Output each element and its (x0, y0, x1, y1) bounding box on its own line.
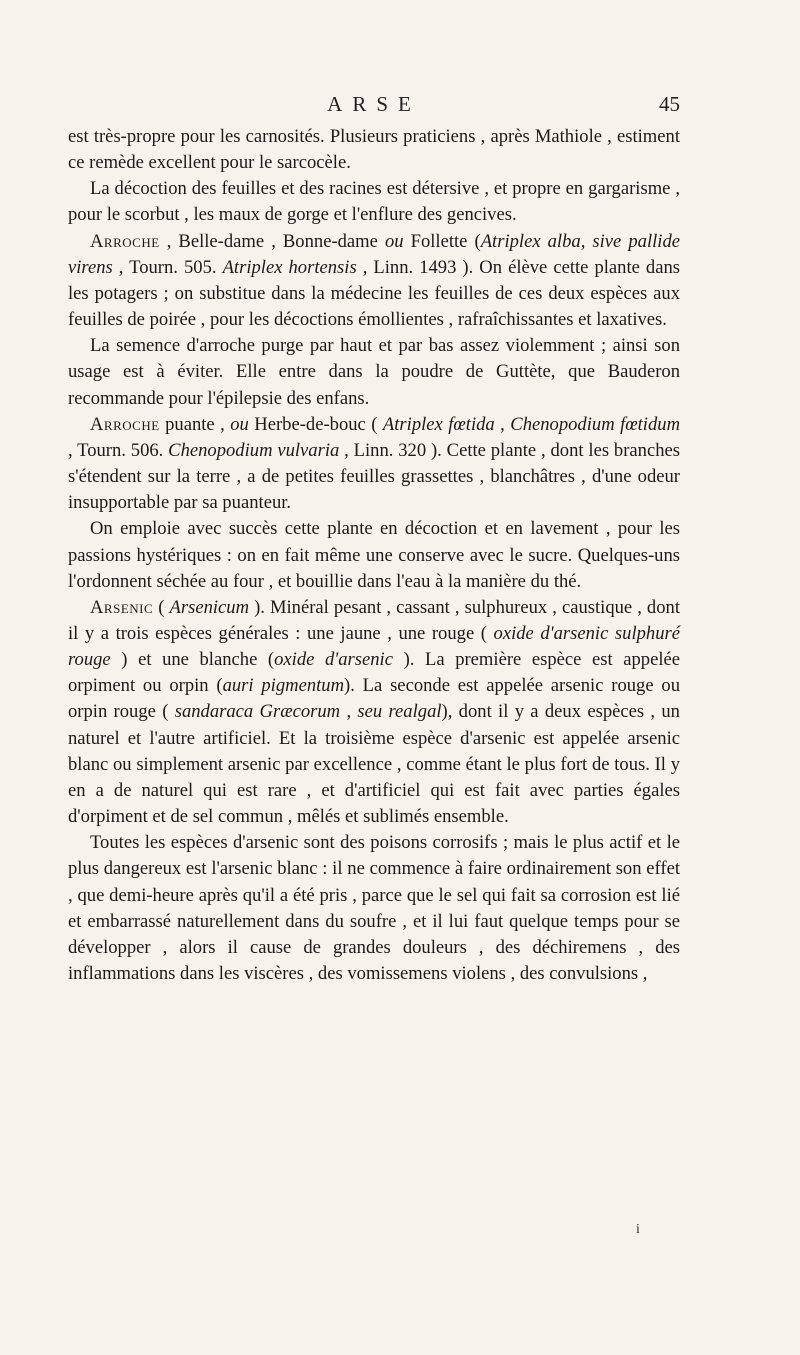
text-run: , Tourn. 505. (112, 256, 223, 278)
text-run: La semence d'arroche purge par haut et par bas assez violemment ; ainsi son usage est à éviter. Elle entre dans la poudre de Guttète, que Bauderon recommande pour l'épilepsie des enfans. (68, 335, 680, 409)
text-run: Follette ( (403, 230, 481, 252)
paragraph (68, 176, 680, 228)
paragraph (68, 830, 680, 987)
entry-headword: Arroche (90, 413, 160, 435)
italic-text: oxide d'arsenic (274, 649, 393, 671)
text-run: ). La seconde est appelée arsenic rouge ou orpin rouge ( (68, 675, 680, 723)
body-text (68, 124, 680, 987)
text-run: puante , (159, 413, 231, 435)
italic-text: oxide d'arsenic sulphuré rouge (68, 622, 680, 671)
running-head (68, 92, 680, 122)
text-run: , Linn. 1493 ). On élève cette plante dans les potagers ; on substitue dans la médecine les feuilles de ces deux espèces aux feuilles de poirée , pour les décoctions émollientes , rafraîchissantes et laxatives. (68, 256, 681, 331)
text-run: est très-propre pour les carnosités. Plusieurs praticiens , après Mathiole , estiment ce remède excellent pour le sarcocèle. (68, 126, 680, 174)
text-run: , (340, 701, 358, 723)
italic-text: Atriplex alba, sive pallide virens (68, 230, 681, 278)
italic-text: Atriplex hortensis (222, 256, 357, 278)
running-title: ARSE (327, 92, 421, 116)
text-run: On emploie avec succès cette plante en décoction et en lavement , pour les passions hystériques : on en fait même une conserve avec le sucre. Quelques-uns l'ordonnent séchée au four , et bouillie dans l'eau à la manière du thé. (68, 518, 680, 592)
italic-text: Arsenicum (169, 596, 250, 618)
text-run: Herbe-de-bouc ( (248, 413, 383, 435)
signature-mark: i (636, 1222, 640, 1237)
text-run: ). La première espèce est appelée orpiment ou orpin ( (68, 649, 680, 697)
text-run: , (494, 413, 511, 435)
italic-text: auri pigmentum (222, 675, 345, 697)
text-run: ). Minéral pesant , cassant , sulphureux , caustique , dont il y a trois espèces générales : une jaune , une rouge ( (68, 596, 680, 644)
italic-text: sandaraca Græcorum (174, 701, 341, 723)
italic-text: Chenopodium fœtidum (510, 413, 680, 435)
text-run: , Linn. 320 ). Cette plante , dont les branches s'étendent sur la terre , a de petites feuilles grassettes , blanchâtres , d'une odeur insupportable par sa puanteur. (68, 439, 680, 514)
paragraph (68, 333, 680, 411)
entry-headword: Arsenic (90, 596, 154, 618)
page-number: 45 (659, 92, 680, 116)
italic-text: Chenopodium vulvaria (168, 439, 340, 461)
text-run: ( (153, 596, 170, 618)
paragraph (68, 516, 680, 594)
text-run: , Tourn. 506. (68, 439, 169, 461)
italic-text: ou (230, 413, 249, 435)
paragraph (68, 124, 680, 176)
text-run: La décoction des feuilles et des racines est détersive , et propre en gargarisme , pour le scorbut , les maux de gorge et l'enflure des gencives. (68, 178, 680, 226)
text-run: , Belle-dame , Bonne-dame (159, 230, 385, 252)
text-run: ), dont il y a deux espèces , un naturel et l'autre artificiel. Et la troisième espèce d'arsenic est appelée arsenic blanc ou simplement arsenic par excellence , comme étant le plus fort de tous. Il y en a de naturel qui est rare , et d'artificiel qui est fait avec parties égales d'orpiment et de sel commun , mêlés et sublimés ensemble. (68, 701, 680, 828)
text-run: ) et une blanche ( (110, 649, 275, 671)
paragraph (68, 229, 680, 334)
entry-headword: Arroche (90, 230, 160, 252)
italic-text: Atriplex fœtida (382, 413, 495, 435)
paragraph (68, 595, 680, 830)
italic-text: seu realgal (357, 701, 442, 723)
text-run: Toutes les espèces d'arsenic sont des poisons corrosifs ; mais le plus actif et le plus dangereux est l'arsenic blanc : il ne commence à faire ordinairement son effet , que demi-heure après qu'il a été pris , parce que le sel qui fait sa corrosion est lié et embarrassé naturellement dans du soufre , et il lui faut quelque temps pour se développer , alors il cause de grandes douleurs , des déchiremens , des inflammations dans les viscères , des vomissemens violens , des convulsions , (68, 832, 680, 984)
italic-text: ou (384, 230, 404, 252)
paragraph (68, 412, 680, 517)
